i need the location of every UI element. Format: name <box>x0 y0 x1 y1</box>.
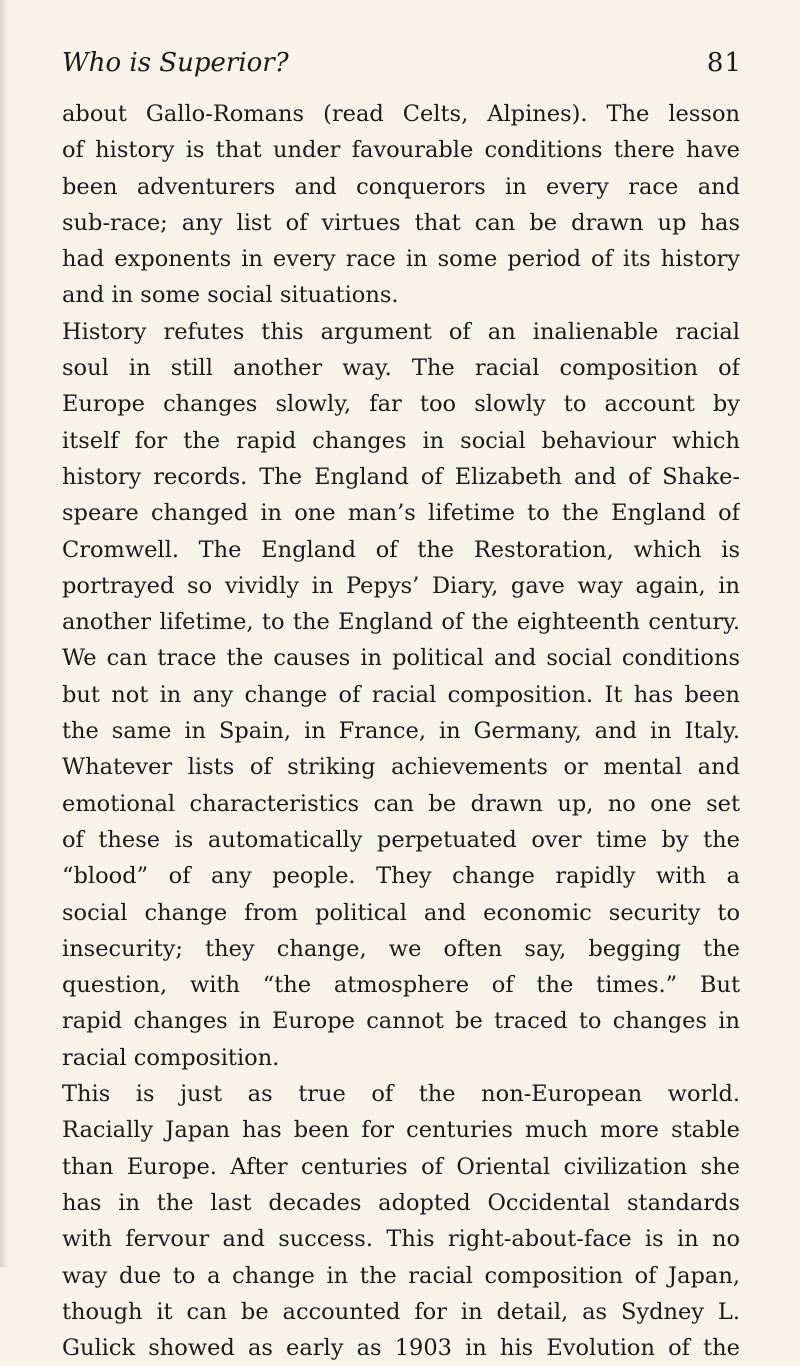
text-line: portrayed so vividly in Pepys’ Diary, gave way again, in <box>62 572 740 599</box>
text-line: the same in Spain, in France, in Germany, and in Italy. <box>62 718 740 745</box>
text-line: than Europe. After centuries of Oriental civilization she <box>62 1153 740 1180</box>
text-line: social change from political and economic security to <box>62 899 740 926</box>
running-head <box>62 48 742 88</box>
text-line: “blood” of any people. They change rapidly with a <box>62 863 740 890</box>
text-line: emotional characteristics can be drawn up, no one set <box>62 790 740 817</box>
text-line: been adventurers and conquerors in every race and <box>62 173 740 200</box>
page-edge <box>0 0 8 1267</box>
text-line: of these is automatically perpetuated over time by the <box>62 826 740 853</box>
running-head-title: Who is Superior? <box>62 48 289 78</box>
text-line: sub-race; any list of virtues that can be drawn up has <box>62 209 740 236</box>
text-line: way due to a change in the racial composition of Japan, <box>62 1262 740 1289</box>
text-line: We can trace the causes in political and social conditions <box>62 645 740 672</box>
text-line: had exponents in every race in some period of its history <box>62 246 740 273</box>
body-text <box>62 96 740 1366</box>
text-line: itself for the rapid changes in social behaviour which <box>62 427 740 454</box>
text-line: of history is that under favourable conditions there have <box>62 137 740 164</box>
text-line: History refutes this argument of an inalienable racial <box>62 318 740 345</box>
text-line: Cromwell. The England of the Restoration, which is <box>62 536 740 563</box>
text-line: Whatever lists of striking achievements or mental and <box>62 754 740 781</box>
text-line: rapid changes in Europe cannot be traced to changes in <box>62 1008 740 1035</box>
text-line: with fervour and success. This right-about-face is in no <box>62 1226 740 1253</box>
page-number: 81 <box>706 48 742 78</box>
text-line: though it can be accounted for in detail, as Sydney L. <box>62 1298 740 1325</box>
text-line: speare changed in one man’s lifetime to the England of <box>62 500 740 527</box>
text-line: racial composition. <box>62 1044 280 1071</box>
text-line: and in some social situations. <box>62 282 399 309</box>
text-line: about Gallo-Romans (read Celts, Alpines). The lesson <box>62 101 740 127</box>
text-line: history records. The England of Elizabeth and of Shake- <box>62 463 740 490</box>
text-line: Gulick showed as early as 1903 in his Evolution of the <box>62 1335 740 1362</box>
text-line: another lifetime, to the England of the eighteenth century. <box>62 609 740 636</box>
text-line: soul in still another way. The racial composition of <box>62 355 740 382</box>
text-line: but not in any change of racial composition. It has been <box>62 681 740 708</box>
text-line: Racially Japan has been for centuries much more stable <box>62 1117 740 1144</box>
text-line: has in the last decades adopted Occidental standards <box>62 1189 740 1216</box>
text-line: This is just as true of the non-European world. <box>62 1081 740 1108</box>
text-line: Europe changes slowly, far too slowly to account by <box>62 391 740 418</box>
text-line: question, with “the atmosphere of the times.” But <box>62 972 740 999</box>
text-line: insecurity; they change, we often say, begging the <box>62 935 740 962</box>
